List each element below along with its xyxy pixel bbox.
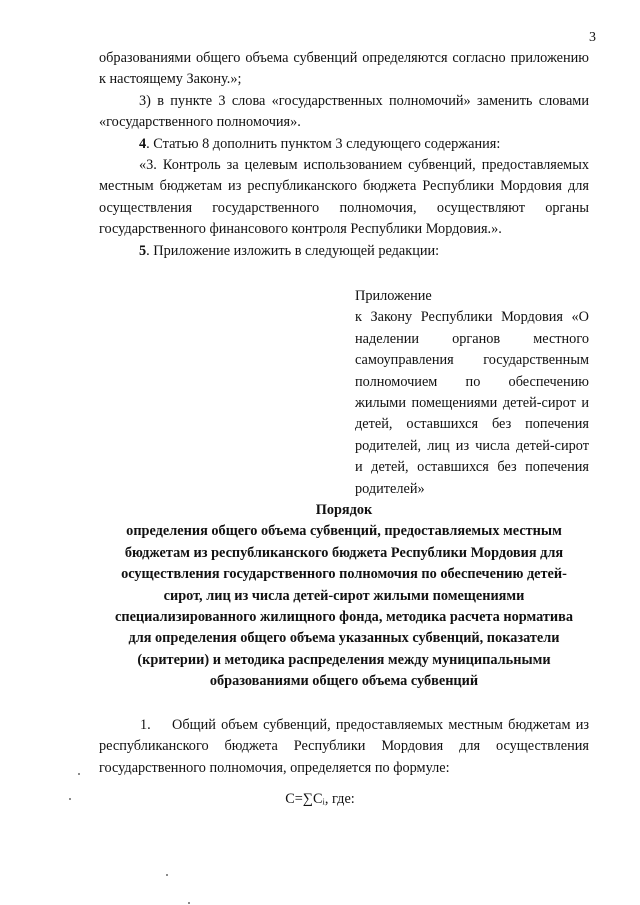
item-3-paragraph: 3) в пункте 3 слова «государственных полномочий» заменить словами «государственного полномочия». bbox=[99, 92, 589, 131]
order-subtitle-line: (критерии) и методика распределения между муниципальными bbox=[137, 651, 551, 668]
order-subtitle-line: осуществления государственного полномочия по обеспечению детей- bbox=[121, 566, 567, 583]
order-title: Порядок bbox=[315, 502, 373, 518]
scan-speck bbox=[166, 874, 168, 876]
item-4-paragraph bbox=[99, 134, 589, 155]
item-5-number: 5 bbox=[139, 242, 147, 259]
appendix-law-title: к Закону Республики Мордовия «О наделении органов местного самоуправления государственным полномочием по обеспечению жилыми помещениями детей-сирот и детей, оставшихся без попечения родителей, лиц из числа детей-сирот и детей, оставшихся без попечения родителей» bbox=[355, 309, 589, 497]
order-subtitle-line: специализированного жилищного фонда, методика расчета норматива bbox=[114, 609, 574, 626]
appendix-heading: Приложение bbox=[355, 288, 432, 304]
order-subtitle-line: сирот, лиц из числа детей-сирот жилыми помещениями bbox=[163, 587, 525, 604]
item-4-text: . Статью 8 дополнить пунктом 3 следующего содержания: bbox=[146, 135, 501, 152]
item-5-text: . Приложение изложить в следующей редакции: bbox=[146, 242, 440, 259]
order-subtitle-line: бюджетам из республиканского бюджета Республики Мордовия для bbox=[124, 544, 564, 561]
scan-speck bbox=[188, 902, 190, 904]
scan-speck bbox=[78, 773, 80, 775]
amendment-text bbox=[99, 48, 589, 262]
order-heading-block bbox=[99, 500, 589, 693]
appendix-reference bbox=[355, 286, 589, 500]
subvention-formula: С=∑Сᵢ, где: bbox=[285, 791, 355, 807]
section-1-number: 1. bbox=[140, 717, 151, 733]
order-subtitle-line: образованиями общего объема субвенций bbox=[209, 673, 479, 690]
continuation-paragraph: образованиями общего объема субвенций определяются согласно приложению к настоящему Закону.»; bbox=[99, 50, 589, 88]
item-5-paragraph bbox=[99, 241, 589, 262]
order-subtitle-line: для определения общего объема указанных субвенций, показатели bbox=[128, 630, 560, 647]
item-4-number: 4 bbox=[139, 135, 147, 152]
section-1-paragraph bbox=[99, 715, 589, 779]
scan-speck bbox=[69, 798, 71, 800]
section-1-text: Общий объем субвенций, предоставляемых местным бюджетам из республиканского бюджета Республики Мордовия для осуществления государственного полномочия, определяется по формуле: bbox=[99, 717, 589, 776]
order-subtitle-line: определения общего объема субвенций, предоставляемых местным bbox=[126, 523, 562, 540]
page-number: 3 bbox=[589, 30, 596, 45]
quoted-clause: «3. Контроль за целевым использованием субвенций, предоставляемых местным бюджетам из республиканского бюджета Республики Мордовия для осуществления государственного полномочия, осуществляют органы государственного финансового контроля Республики Мордовия.». bbox=[99, 157, 589, 238]
